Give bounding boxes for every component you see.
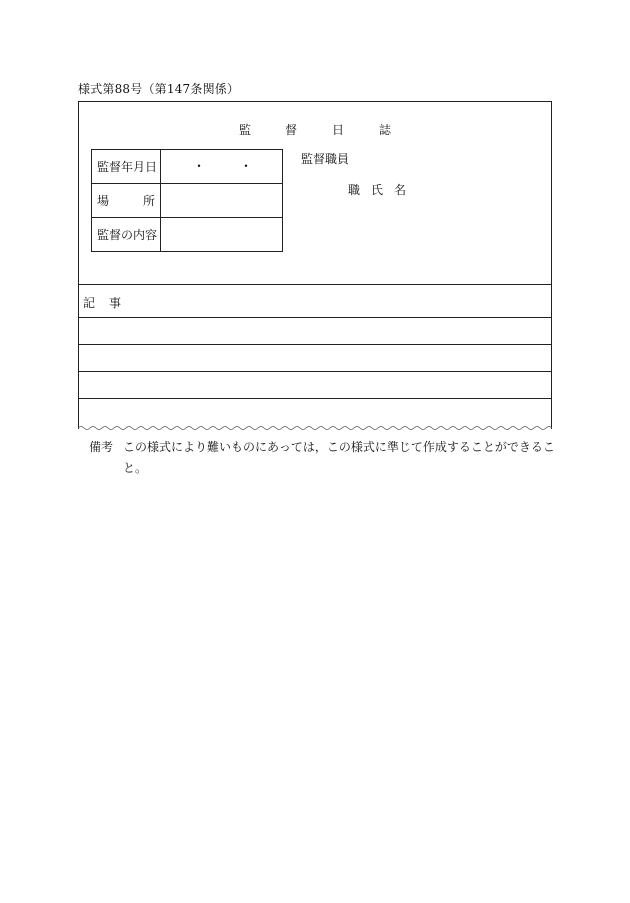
note xyxy=(89,437,555,479)
place-label-char: 所 xyxy=(142,194,155,208)
place-label-char: 場 xyxy=(97,194,110,208)
date-field[interactable] xyxy=(161,150,283,184)
memo-label-char: 記 xyxy=(83,296,96,310)
staff-name-label xyxy=(348,181,406,198)
date-separator: ・ xyxy=(239,159,253,174)
memo-divider xyxy=(79,284,551,285)
heading-char: 日 xyxy=(332,123,345,137)
date-label: 監督年月日 xyxy=(92,150,161,184)
note-text: この様式により難いものにあっては，この様式に準じて作成することができるこ xyxy=(123,440,555,454)
memo-line[interactable] xyxy=(79,317,551,318)
table-row xyxy=(92,184,283,218)
supervision-diary-form xyxy=(78,101,552,429)
date-separator: ・ xyxy=(192,159,206,174)
note-line xyxy=(89,437,555,458)
form-heading xyxy=(79,122,551,138)
memo-label-char: 事 xyxy=(108,296,121,310)
table-row xyxy=(92,218,283,252)
heading-char: 督 xyxy=(285,123,298,137)
supervision-info-table xyxy=(91,149,283,252)
content-label: 監督の内容 xyxy=(92,218,161,252)
content-field[interactable] xyxy=(161,218,283,252)
place-field[interactable] xyxy=(161,184,283,218)
memo-line[interactable] xyxy=(79,344,551,345)
place-label xyxy=(92,184,161,218)
table-row xyxy=(92,150,283,184)
note-text-continued: と。 xyxy=(123,461,148,475)
memo-line[interactable] xyxy=(79,371,551,372)
heading-char: 監 xyxy=(239,123,252,137)
note-label: 備考 xyxy=(89,440,114,454)
staff-label: 監督職員 xyxy=(301,152,350,166)
staff-name-char: 氏 xyxy=(370,183,383,197)
form-title: 様式第88号（第147条関係） xyxy=(78,82,240,96)
staff-name-char: 職 xyxy=(348,183,361,197)
wavy-cut-line xyxy=(78,424,552,432)
memo-label xyxy=(83,294,121,311)
memo-line[interactable] xyxy=(79,398,551,399)
staff-name-char: 名 xyxy=(393,183,406,197)
heading-char: 誌 xyxy=(379,123,392,137)
